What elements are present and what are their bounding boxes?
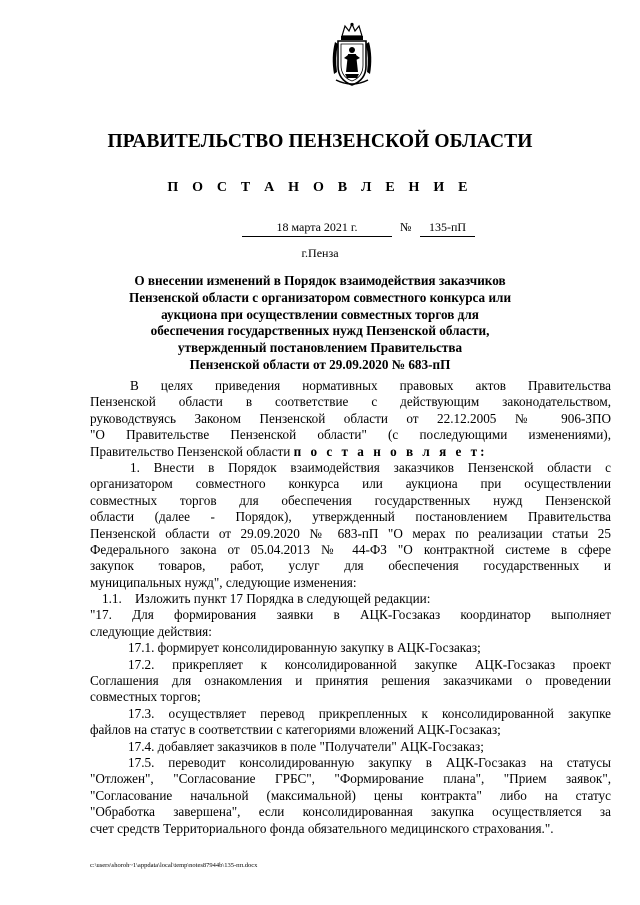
body-line: следующие действия: (90, 623, 212, 639)
body-line: "Отложен", "Согласование ГРБС", "Формирование плана", "Прием заявок", (90, 771, 611, 787)
body-line: Федерального закона от 05.04.2013 № 44-ФЗ "О контрактной системе в сфере (90, 541, 611, 557)
title-line: Пензенской области с организатором совместного конкурса или (128, 289, 512, 305)
body-line: организатором совместного конкурса или аукциона при осуществлении (90, 476, 611, 492)
body-line: 17.4. добавляет заказчиков в поле "Получатели" АЦК-Госзаказ; (128, 738, 484, 754)
title-line: аукциона при осуществлении совместных торгов для (161, 306, 479, 322)
body-line: 17.1. формирует консолидированную закупку в АЦК-Госзаказ; (128, 640, 481, 656)
government-name: ПРАВИТЕЛЬСТВО ПЕНЗЕНСКОЙ ОБЛАСТИ (107, 131, 533, 152)
date-number-line (0, 220, 640, 240)
body-line: области (далее - Порядок), утвержденный постановлением Правительства (90, 509, 611, 525)
body-line: Пензенской области в соответствие с действующим законодательством, (90, 394, 611, 410)
body-line: 1. Внести в Порядок взаимодействия заказчиков Пензенской области с (130, 459, 611, 475)
body-line: муниципальных нужд", следующие изменения: (90, 574, 357, 590)
title-line: Пензенской области от 29.09.2020 № 683-пП (189, 356, 451, 372)
body-line: 17.2. прикрепляет к консолидированной закупке АЦК-Госзаказ проект (128, 656, 611, 672)
body-line-resolves (90, 444, 611, 460)
body-line: счет средств Территориального фонда обязательного медицинского страхования.". (90, 820, 554, 836)
body-line: "О Правительстве Пензенской области" (с последующими изменениями), (90, 427, 611, 443)
document-title (110, 273, 530, 374)
body-line: 17.3. осуществляет перевод прикрепленных к консолидированной закупке (128, 705, 611, 721)
body-line: Соглашения для ознакомления и принятия решения заказчиками о проведении (90, 673, 611, 689)
body-line: совместных торгов для обеспечения государственных нужд Пензенской (90, 492, 611, 508)
coat-of-arms-emblem (327, 22, 377, 88)
city: г.Пенза (301, 246, 339, 260)
title-line: обеспечения государственных нужд Пензенской области, (150, 323, 490, 339)
body-line: закупок товаров, работ, услуг для обеспечения государственных и (90, 558, 611, 574)
document-date: 18 марта 2021 г. (242, 220, 392, 237)
body-line: Пензенской области от 29.09.2020 № 683-пП "О мерах по реализации статьи 25 (90, 525, 611, 541)
resolves-lead: Правительство Пензенской области (90, 443, 294, 459)
body-line: 17.5. переводит консолидированную закупку в АЦК-Госзаказ на статусы (128, 754, 611, 770)
document-type: П О С Т А Н О В Л Е Н И Е (167, 180, 473, 195)
body-line: "Согласование начальной (максимальной) цены контракта" либо на статус (90, 787, 611, 803)
body-line: совместных торгов; (90, 689, 201, 705)
document-number: 135-пП (420, 220, 475, 237)
document-body (90, 378, 611, 837)
body-line: файлов на статус в соответствии с категориями вложений АЦК-Госзаказ; (90, 722, 501, 738)
title-line: утвержденный постановлением Правительства (177, 340, 463, 356)
title-line: О внесении изменений в Порядок взаимодействия заказчиков (134, 273, 506, 288)
file-path-footer: c:\users\shoroh~1\appdata\local\temp\notes87944b\135-пп.docx (90, 862, 258, 869)
body-line: В целях приведения нормативных правовых актов Правительства (130, 378, 611, 393)
body-line: "17. Для формирования заявки в АЦК-Госзаказ координатор выполняет (90, 607, 611, 623)
number-sign: № (400, 220, 412, 234)
resolves-word: п о с т а н о в л я е т: (293, 443, 488, 459)
body-line: 1.1. Изложить пункт 17 Порядка в следующей редакции: (102, 591, 431, 607)
body-line: руководствуясь Законом Пензенской области от 22.12.2005 № 906-ЗПО (90, 410, 611, 426)
body-line: "Обработка завершена", если консолидированная закупка осуществляется за (90, 804, 611, 820)
